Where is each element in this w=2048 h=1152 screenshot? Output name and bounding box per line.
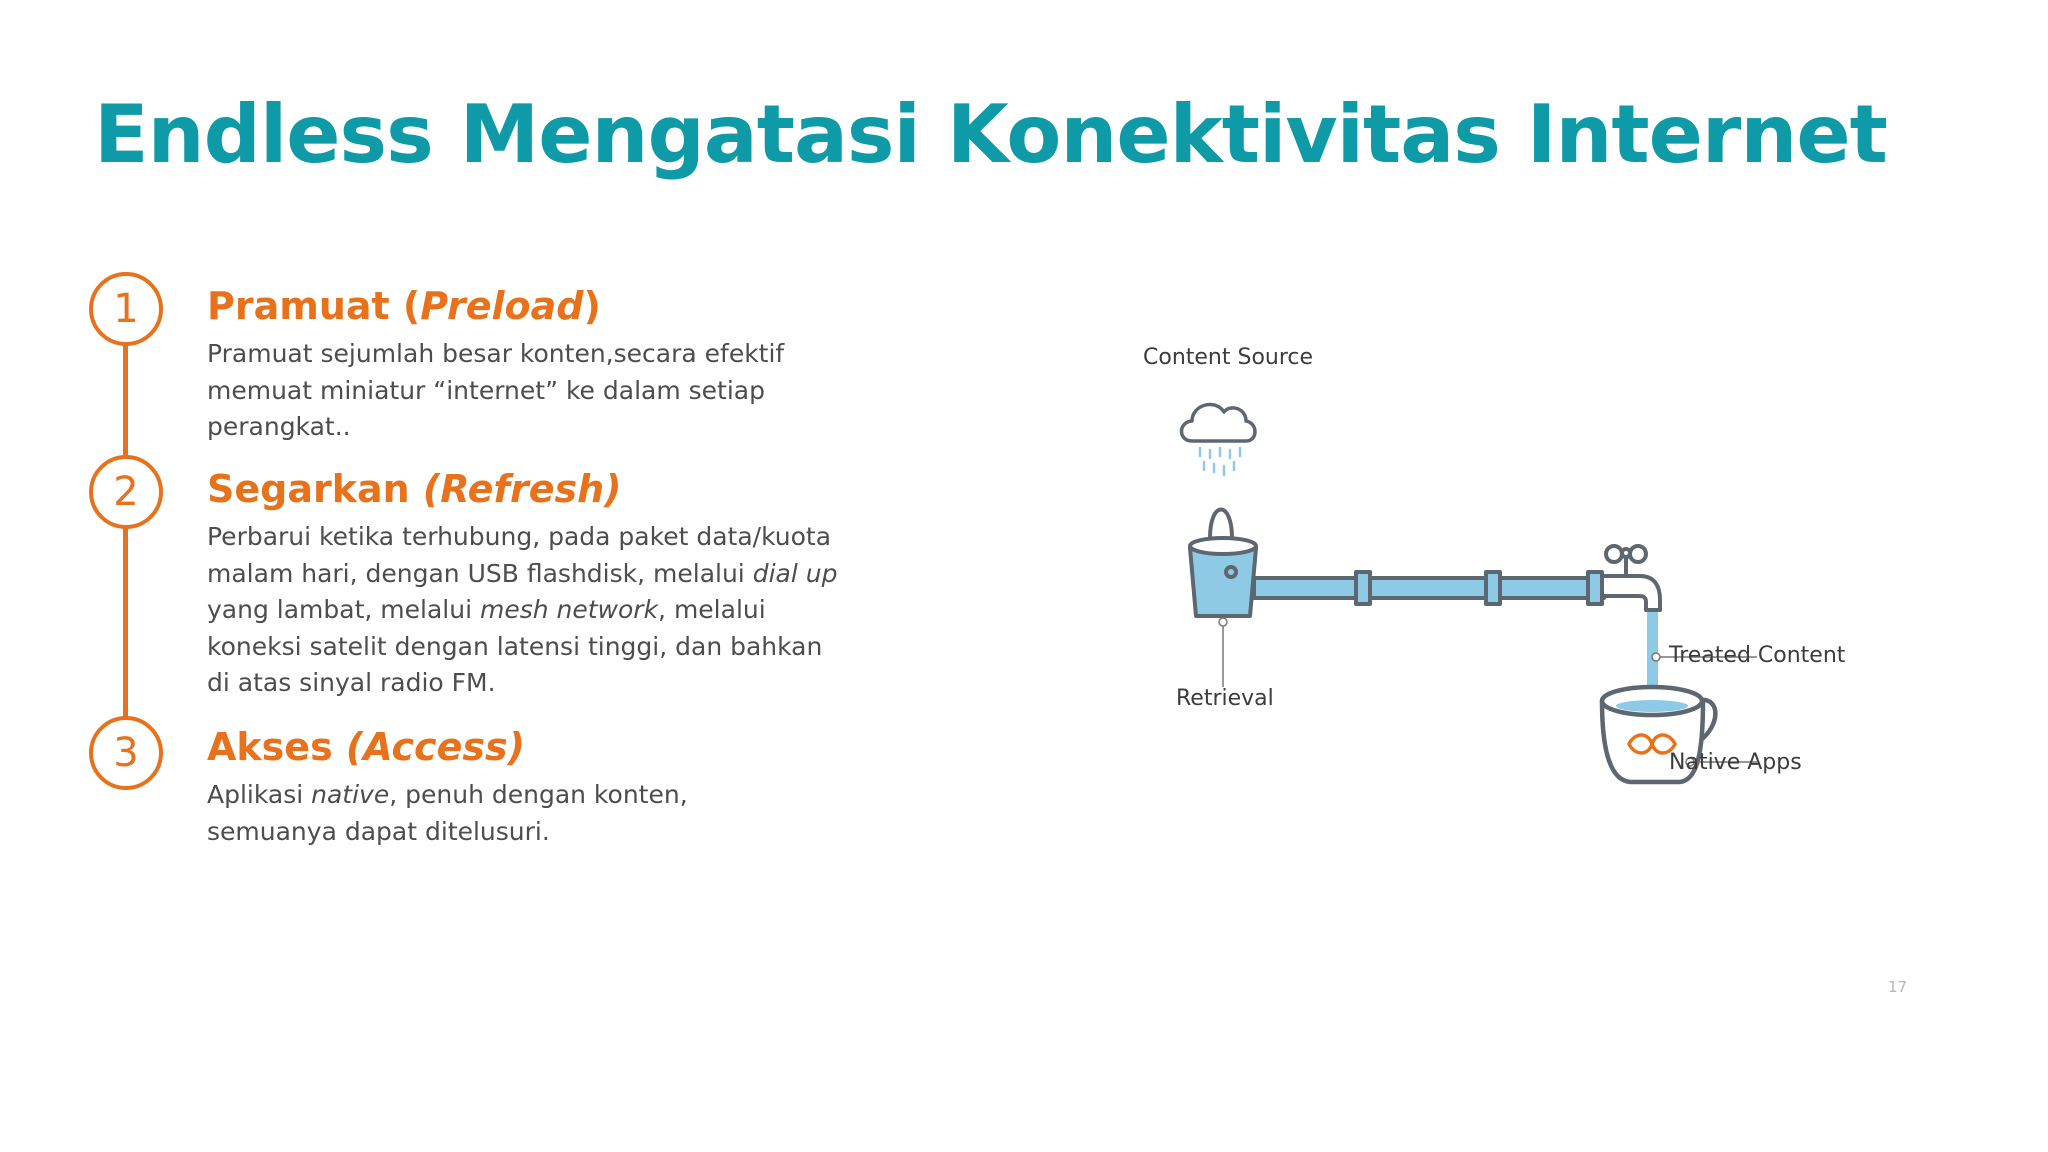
body-line	[207, 814, 688, 851]
step-heading-em: (Refresh)	[422, 467, 622, 511]
text-run: di atas sinyal radio FM.	[207, 668, 496, 697]
body-line: perangkat..	[207, 412, 351, 441]
body-line	[207, 556, 837, 593]
content-flow-diagram	[1100, 320, 1900, 820]
text-run: yang lambat, melalui	[207, 595, 480, 624]
body-line: Pramuat sejumlah besar konten,secara efektif	[207, 339, 785, 368]
step-number-1: 1	[89, 272, 163, 346]
rain-cloud-icon	[1182, 404, 1256, 475]
faucet-icon	[1602, 546, 1660, 610]
text-run: , penuh dengan konten,	[389, 780, 688, 809]
label-retrieval: Retrieval	[1176, 686, 1274, 711]
step-heading-close: )	[583, 284, 601, 328]
text-run-italic: native	[311, 780, 390, 809]
body-line	[207, 665, 837, 702]
label-treated-content: Treated Content	[1669, 643, 1846, 668]
text-run: malam hari, dengan USB flashdisk, melalui	[207, 558, 753, 588]
text-run: Aplikasi	[207, 780, 312, 809]
step-heading-main: Segarkan	[207, 467, 423, 511]
bucket-icon	[1190, 510, 1256, 617]
step-heading-preload	[207, 284, 601, 328]
step-body-access	[207, 777, 688, 850]
body-line: memuat miniatur “internet” ke dalam setiap	[207, 375, 765, 405]
text-run: semuanya dapat ditelusuri.	[207, 816, 550, 846]
text-run: Perbarui ketika terhubung, pada paket data/kuota	[207, 522, 832, 551]
step-heading-access	[207, 725, 525, 769]
text-run-italic: dial up	[752, 558, 838, 588]
step-heading-main: Pramuat (	[207, 284, 421, 328]
step-heading-em: Preload	[420, 284, 584, 328]
body-line	[207, 592, 837, 629]
diagram-illustration	[1100, 320, 1900, 820]
pipe-icon	[1254, 572, 1604, 604]
step-heading-em: (Access)	[345, 725, 525, 769]
slide-title: Endless Mengatasi Konektivitas Internet	[94, 88, 1887, 181]
step-number-2: 2	[89, 455, 163, 529]
label-content-source: Content Source	[1143, 345, 1314, 370]
step-body-preload	[207, 336, 784, 446]
text-run: koneksi satelit dengan latensi tinggi, dan bahkan	[207, 631, 823, 661]
body-line	[207, 519, 837, 556]
step-heading-main: Akses	[207, 725, 346, 769]
text-run-italic: mesh network	[479, 595, 659, 624]
timeline-line	[123, 343, 128, 717]
step-body-refresh	[207, 519, 837, 702]
step-heading-refresh	[207, 467, 622, 511]
text-run: , melalui	[658, 595, 766, 624]
body-line	[207, 629, 837, 666]
step-number-3: 3	[89, 716, 163, 790]
page-number: 17	[1888, 978, 1908, 996]
body-line	[207, 777, 688, 814]
label-native-apps: Native Apps	[1669, 750, 1802, 775]
